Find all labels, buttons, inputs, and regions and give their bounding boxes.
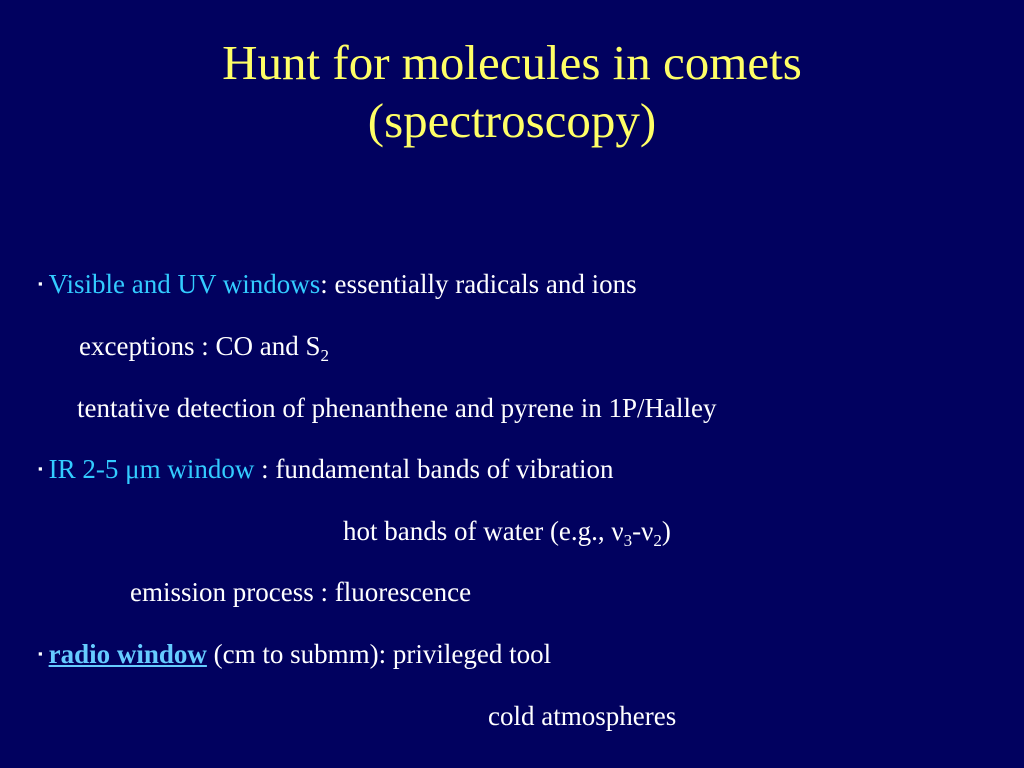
sub-item-exceptions: [79, 330, 329, 365]
radio-window-link[interactable]: radio window: [48, 639, 207, 669]
sub-item-hot-bands: [343, 515, 671, 550]
sub-item-cold-atmospheres: [488, 700, 676, 732]
visible-uv-windows-label: Visible and UV windows: [48, 269, 321, 299]
bullet-item-radio-window: [38, 638, 551, 670]
emission-process-text: emission process : fluorescence: [130, 577, 472, 607]
ir-window-label: IR 2-5 μm window: [48, 454, 255, 484]
hot-bands-subscript-2: 2: [653, 531, 662, 550]
exceptions-subscript: 2: [320, 346, 329, 365]
square-bullet-icon: ▪: [38, 461, 43, 476]
sub-item-emission-process: [130, 576, 471, 608]
hot-bands-text-c: ): [661, 516, 671, 546]
slide-title-line-2: (spectroscopy): [367, 93, 657, 148]
exceptions-text: exceptions : CO and S: [79, 331, 321, 361]
hot-bands-subscript-3: 3: [623, 531, 633, 550]
slide-title: [0, 34, 1024, 150]
sub-item-tentative-detection: [77, 392, 717, 424]
hot-bands-text-b: -ν: [632, 516, 654, 546]
tentative-detection-text: tentative detection of phenanthene and pyrene in 1P/Halley: [77, 393, 717, 423]
square-bullet-icon: ▪: [38, 276, 43, 291]
square-bullet-icon: ▪: [38, 646, 43, 661]
visible-uv-description: : essentially radicals and ions: [320, 269, 637, 299]
cold-atmospheres-text: cold atmospheres: [488, 701, 677, 731]
hot-bands-text-a: hot bands of water (e.g., ν: [343, 516, 624, 546]
ir-window-description: : fundamental bands of vibration: [254, 454, 614, 484]
slide-title-line-1: Hunt for molecules in comets: [222, 35, 802, 90]
bullet-item-visible-uv: [38, 268, 637, 300]
radio-window-description: (cm to submm): privileged tool: [206, 639, 552, 669]
bullet-item-ir-window: [38, 453, 614, 485]
